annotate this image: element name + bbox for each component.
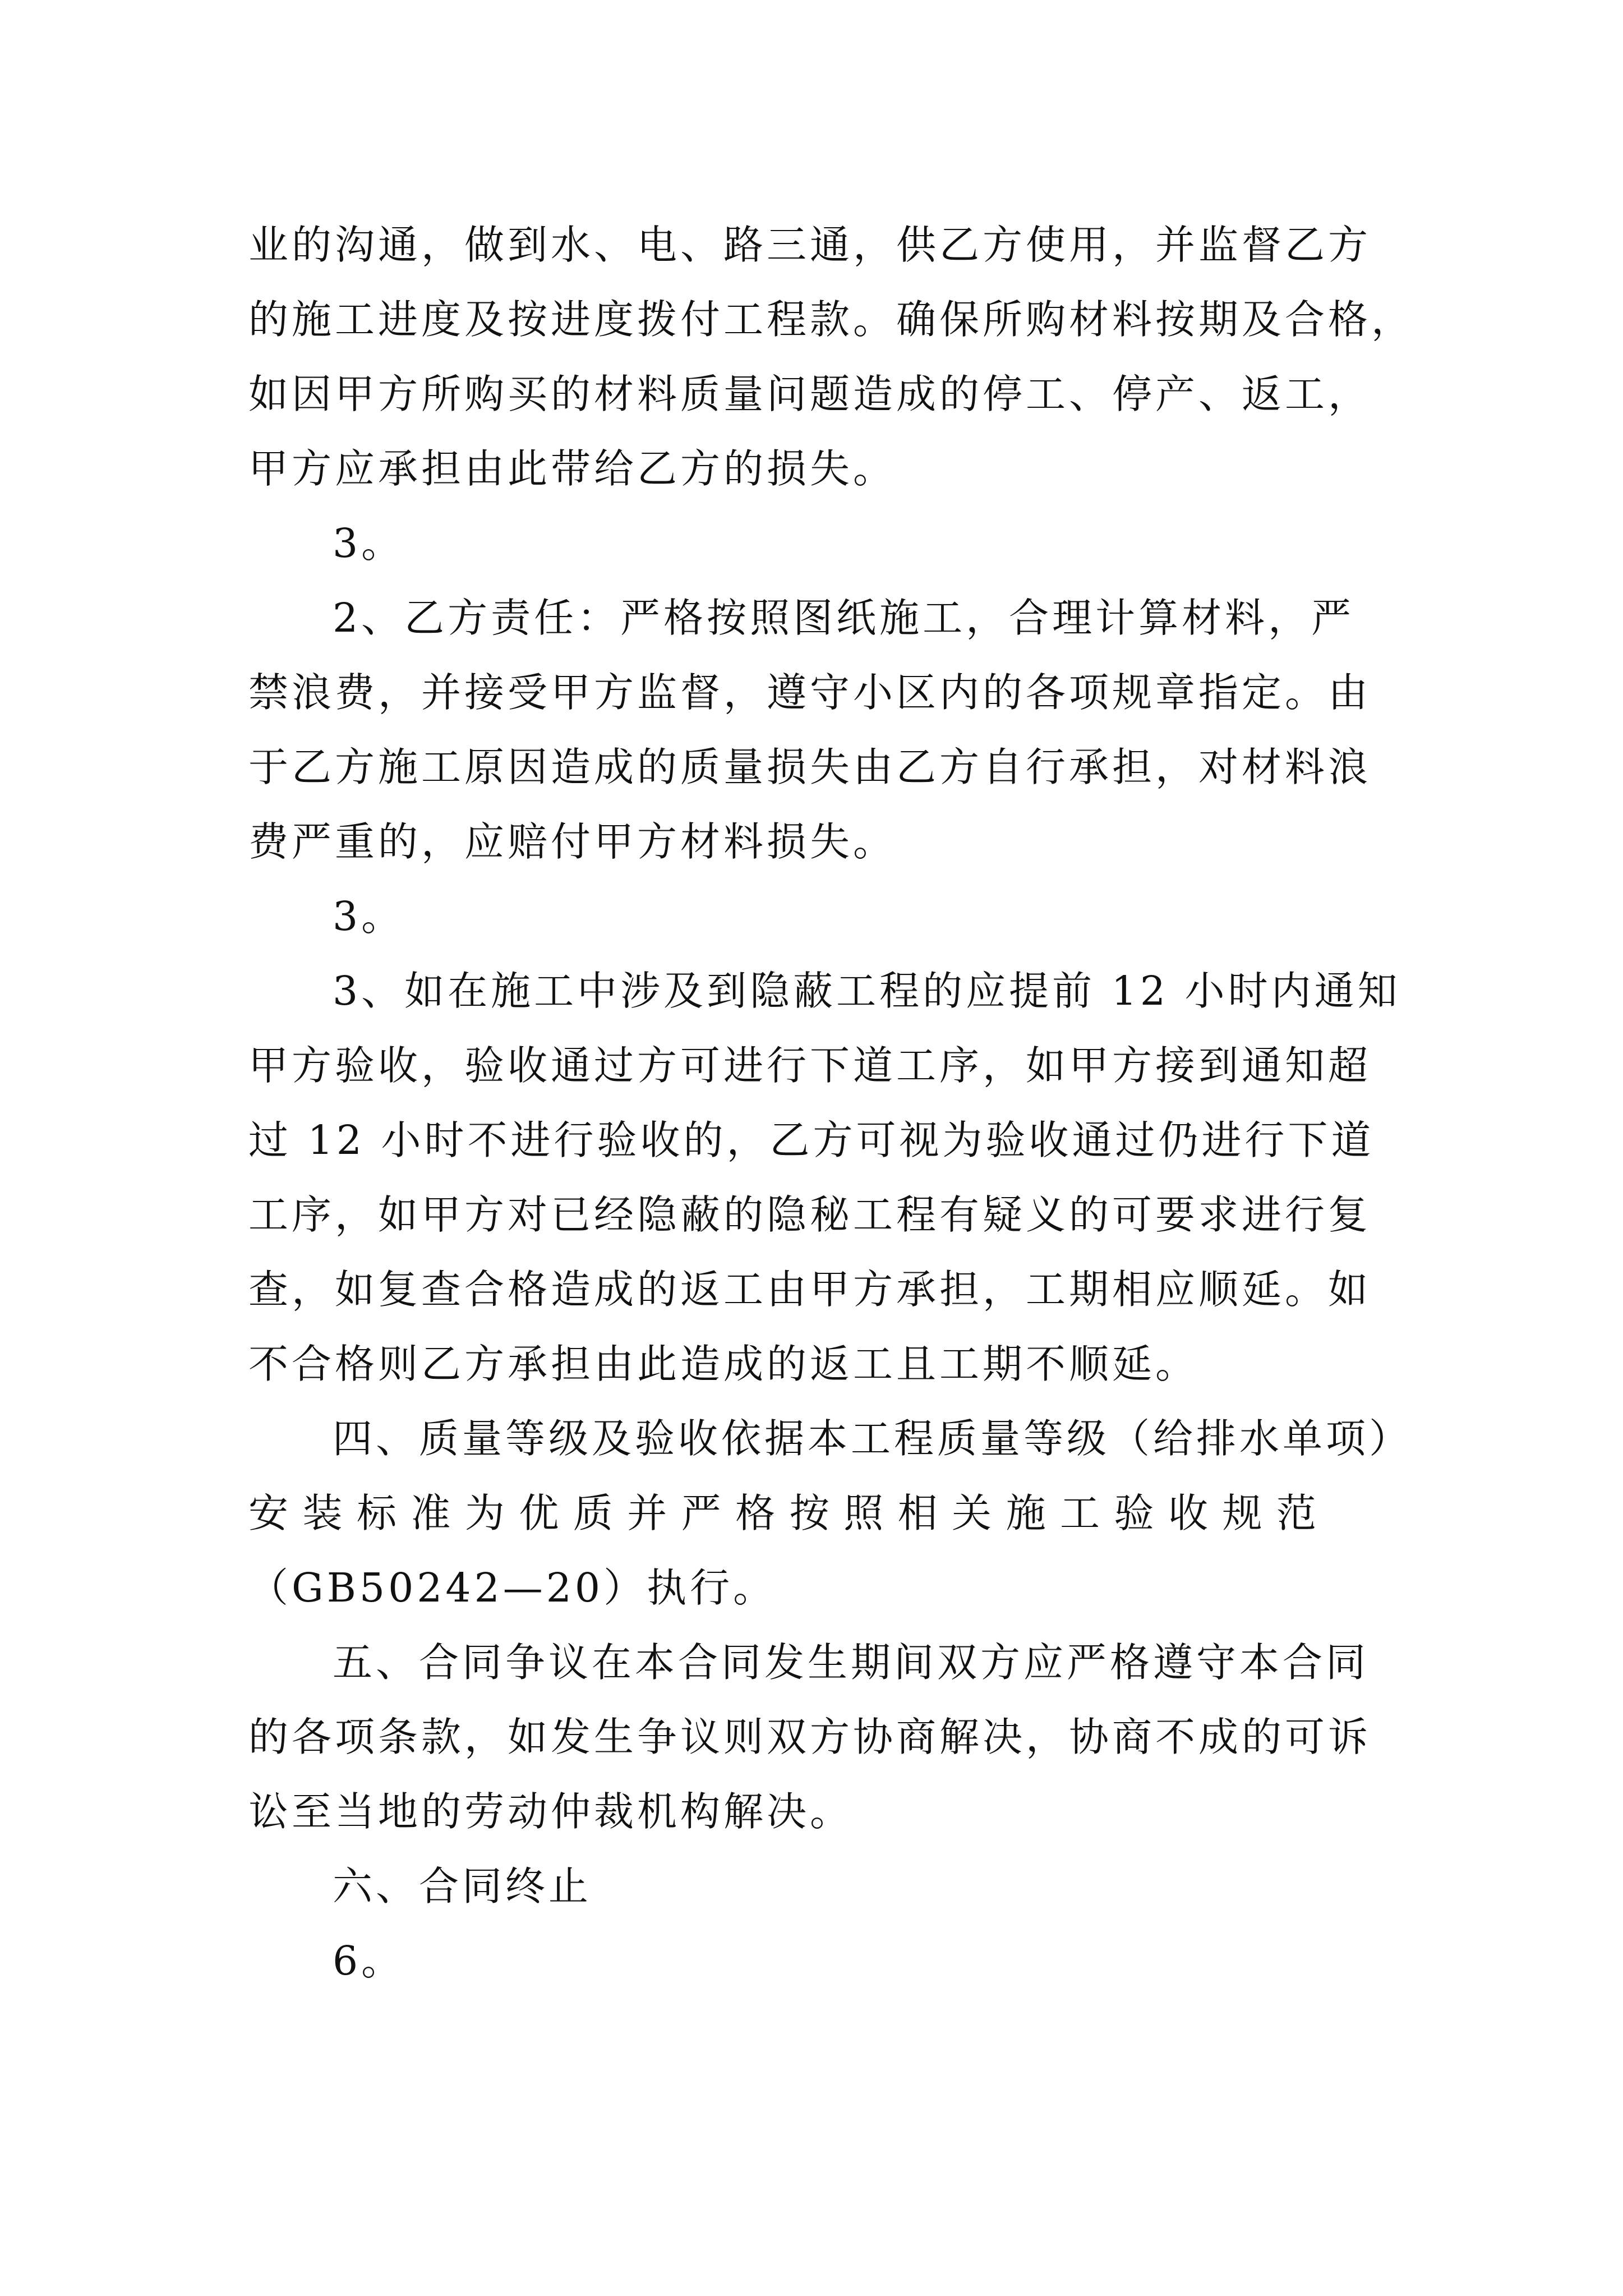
text-line: 业的沟通，做到水、电、路三通，供乙方使用，并监督乙方 — [248, 222, 1372, 268]
text-line: 2、乙方责任：严格按照图纸施工，合理计算材料，严 — [333, 595, 1355, 641]
text-line: 的各项条款，如发生争议则双方协商解决，协商不成的可诉 — [248, 1714, 1372, 1760]
text-line: 五、合同争议在本合同发生期间双方应严格遵守本合同 — [333, 1639, 1370, 1686]
text-line: 查，如复查合格造成的返工由甲方承担，工期相应顺延。如 — [248, 1266, 1372, 1313]
text-line: 3。 — [333, 893, 405, 940]
text-line: 如因甲方所购买的材料质量问题造成的停工、停产、返工， — [248, 371, 1372, 417]
text-line: 讼至当地的劳动仲裁机构解决。 — [248, 1788, 854, 1835]
text-line: 工序，如甲方对已经隐蔽的隐秘工程有疑义的可要求进行复 — [248, 1191, 1372, 1238]
text-line: 3、如在施工中涉及到隐蔽工程的应提前 12 小时内通知 — [333, 968, 1401, 1014]
text-line: 不合格则乙方承担由此造成的返工且工期不顺延。 — [248, 1341, 1199, 1387]
text-line: 甲方验收，验收通过方可进行下道工序，如甲方接到通知超 — [248, 1042, 1372, 1089]
text-line: 甲方应承担由此带给乙方的损失。 — [248, 445, 897, 492]
text-line: 六、合同终止 — [333, 1863, 592, 1910]
text-line: 安 装 标 准 为 优 质 并 严 格 按 照 相 关 施 工 验 收 规 范 — [248, 1490, 1320, 1536]
text-line: 6。 — [333, 1938, 405, 1984]
text-line: 于乙方施工原因造成的质量损失由乙方自行承担，对材料浪 — [248, 744, 1372, 790]
document-body — [248, 208, 1415, 1998]
text-line: 3。 — [333, 520, 405, 567]
text-line: 四、质量等级及验收依据本工程质量等级（给排水单项） — [333, 1415, 1413, 1462]
text-line: 的施工进度及按进度拨付工程款。确保所购材料按期及合格， — [248, 296, 1415, 343]
text-line: 禁浪费，并接受甲方监督，遵守小区内的各项规章指定。由 — [248, 669, 1372, 716]
text-line: 过 12 小时不进行验收的，乙方可视为验收通过仍进行下道 — [248, 1117, 1375, 1163]
text-line: 费严重的，应赔付甲方材料损失。 — [248, 818, 897, 865]
text-line: （GB50242—20）执行。 — [248, 1565, 777, 1611]
